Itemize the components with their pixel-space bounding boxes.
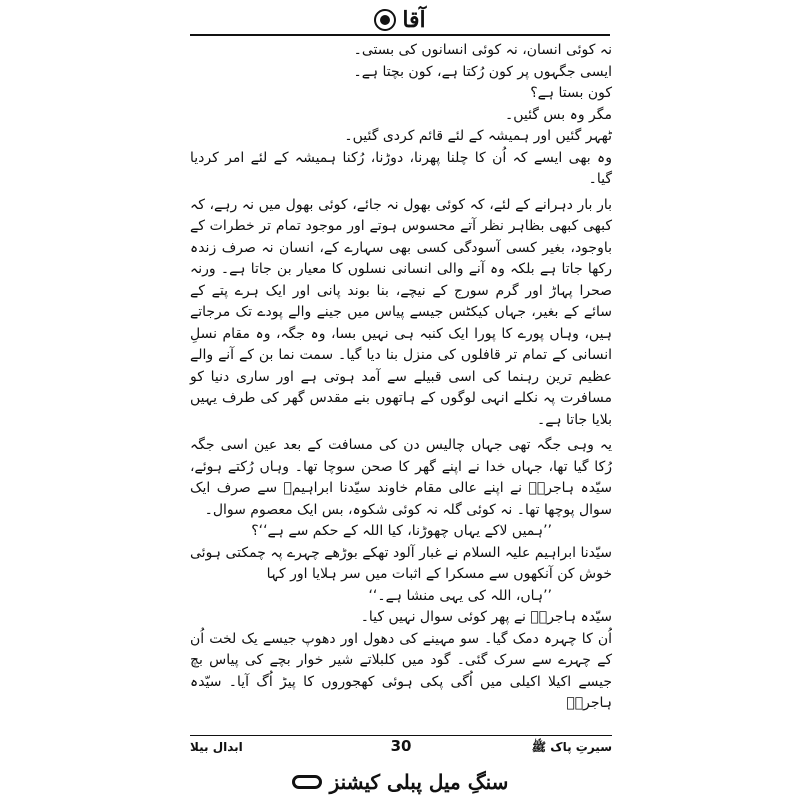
page-footer [190, 735, 612, 757]
footer-author: ابدال بیلا [190, 740, 243, 754]
body-line: سیّدہ ہاجرہؑ نے پھر کوئی سوال نہیں کیا۔ [360, 609, 612, 625]
quote: ’’ہمیں لاکے یہاں چھوڑنا، کیا اللہ کے حکم سے ہے‘‘؟ [251, 523, 552, 539]
publisher-logo-icon [292, 775, 322, 789]
header-divider [190, 34, 610, 36]
body-line: مگر وہ بس گئیں۔ [505, 106, 612, 123]
header-title-group [374, 6, 425, 34]
paragraph: سیّدنا ابراہیم علیہ السلام نے غبار آلود تھکے بوڑھے چہرے پہ چمکتی ہوئی خوش کن آنکھوں سے مسکرا کے اثبات میں سر ہلایا اور کہا [190, 544, 612, 582]
body-line: نہ کوئی انسان، نہ کوئی انسانوں کی بستی۔ [353, 42, 612, 58]
page-header [0, 6, 800, 34]
footer-divider [190, 735, 612, 736]
footer-book-title: سیرتِ پاک ﷺ [531, 740, 612, 754]
page-number: 30 [390, 737, 412, 755]
paragraph: بار بار دہرانے کے لئے، کہ کوئی بھول نہ جائے، کوئی بھول میں نہ رہے، کہ کبھی کبھی بظاہر نظر آتے محسوس ہوتے اور موجود تمام تر خطرات کے باوجود، بغیر کسی آسودگی کسی بھی سہارے کے، انسان نہ صرف زندہ رکھا جاتا ہے بلکہ وہ آنے والی انسانی نسلوں کا معیار بن جاتا ہے۔ ورنہ صحرا پہاڑ اور گرم سورج کے نیچے، بنا بوند پانی اور ایک ہرے پتے کے سائے کے بغیر، جہاں کیکٹس جیسے پیاس میں جینے والے پودے تک مرجاتے ہیں، وہاں پورے کا پورا ایک کنبہ ہی نہیں بسا، وہ جگہ، وہ مقام نسلِ انسانی کے تمام تر قافلوں کی منزل بنا دیا گیا۔ سمت نما بن کے آنے والے عظیم ترین رہنما کی اسی قبیلے سے آمد ہوتی ہے اور ساری دنیا کو مسافرت پہ نکلے انہی لوگوں کے ہاتھوں بنے مقدس گھر کی طرف یہیں بلایا جاتا ہے۔ [190, 196, 612, 428]
paragraph: اُن کا چہرہ دمک گیا۔ سو مہینے کی دھول اور دھوپ جیسے یک لخت اُن کے چہرے سے سرک گئی۔ گود میں کلبلاتے شیر خوار بچے کی پیاس بچ جیسے اکیلا اکیلی میں اُگی پکی ہوئی کھجوروں کا پیڑ اُگ آیا۔ سیّدہ ہاجرہؑ [190, 630, 612, 711]
publisher-brand [0, 770, 800, 794]
publisher-name: سنگِ میل پبلی کیشنز [329, 770, 509, 794]
body-line: ایسی جگہوں پر کون رُکتا ہے، کون بچتا ہے۔ [353, 63, 612, 80]
page-body [190, 40, 612, 715]
header-title: آقا [402, 7, 426, 33]
paragraph: یہ وہی جگہ تھی جہاں چالیس دن کی مسافت کے بعد عین اسی جگہ رُکا گیا تھا، جہاں خدا نے اپنے گھر کا صحن سوچا تھا۔ وہاں رُکتے ہوئے، سیّدہ ہاجرہؑ نے اپنے عالی مقام خاوند سیّدنا ابراہیمؑ سے صرف ایک سوال پوچھا تھا۔ نہ کوئی گلہ نہ کوئی شکوہ، بس ایک معصوم سوال۔ [190, 437, 612, 518]
quote: ’’ہاں، اللہ کی یہی منشا ہے۔‘‘ [368, 587, 552, 604]
body-line: کون بستا ہے؟ [530, 85, 612, 101]
body-line: وہ بھی ایسے کہ اُن کا چلنا پھرنا، دوڑنا، رُکنا ہمیشہ کے لئے امر کردیا گیا۔ [190, 149, 612, 187]
body-line: ٹھہر گئیں اور ہمیشہ کے لئے قائم کردی گئیں۔ [344, 128, 612, 144]
seal-icon [374, 9, 396, 31]
